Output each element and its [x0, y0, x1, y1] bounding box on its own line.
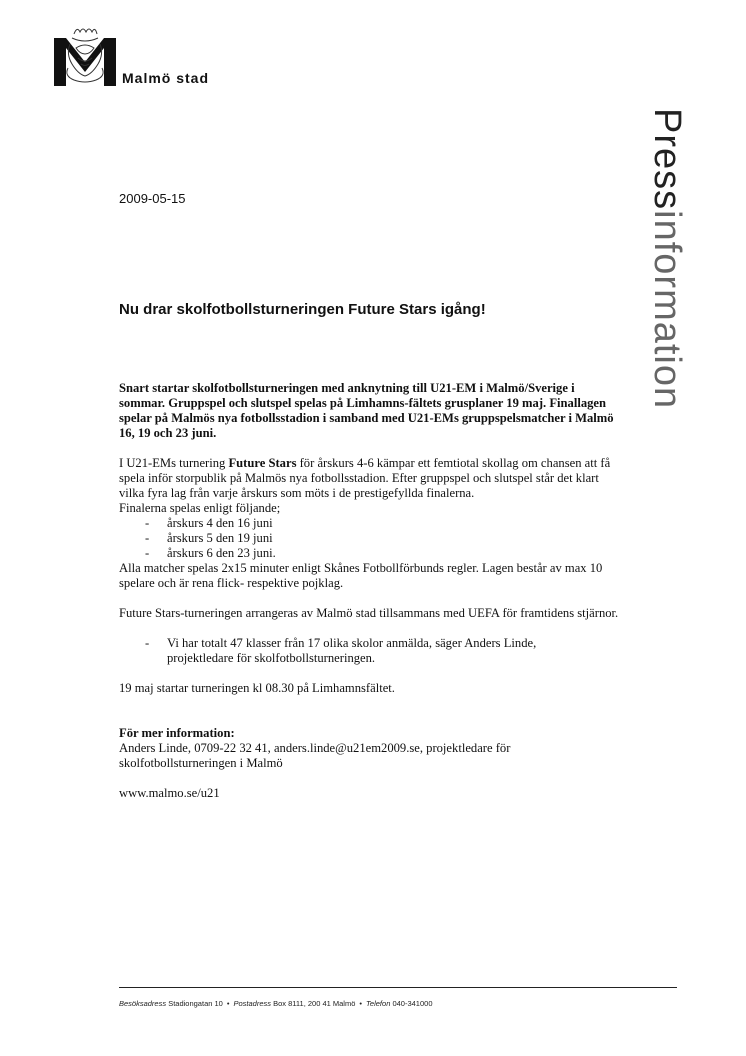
visit-label: Besöksadress — [119, 999, 167, 1008]
phone-value: 040-341000 — [392, 999, 433, 1008]
post-label: Postadress — [233, 999, 272, 1008]
list-item: - årskurs 5 den 19 juni — [119, 531, 619, 546]
article-body — [119, 381, 619, 801]
release-date: 2009-05-15 — [119, 191, 186, 206]
footer-address — [119, 999, 433, 1008]
title-bold-part: Press — [646, 108, 688, 211]
finals-list — [119, 516, 619, 561]
headline: Nu drar skolfotbollsturneringen Future Stars igång! — [119, 301, 486, 318]
separator: • — [359, 999, 363, 1008]
list-item: - årskurs 6 den 23 juni. — [119, 546, 619, 561]
rules-paragraph: Alla matcher spelas 2x15 minuter enligt Skånes Fotbollförbunds regler. Lagen består av max 10 spelare och är rena flick- respektive pojklag. — [119, 561, 603, 590]
lead-paragraph: Snart startar skolfotbollsturneringen med anknytning till U21-EM i Malmö/Sverige i sommar. Gruppspel och slutspel spelas på Limhamns-fältets grusplaner 19 maj. Finallagen spelar på Malmös nya fotbollsstadion i samband med U21-EMs gruppspelsmatcher i Malmö 16, 19 och 23 juni. — [119, 381, 614, 440]
contact-details: Anders Linde, 0709-22 32 41, anders.linde@u21em2009.se, projektledare för skolfotbollsturneringen i Malmö — [119, 741, 511, 770]
contact-heading: För mer information: — [119, 726, 235, 740]
quote-paragraph: - Vi har totalt 47 klasser från 17 olika skolor anmälda, säger Anders Linde, projektledare för skolfotbollsturneringen. — [119, 636, 619, 666]
separator: • — [226, 999, 230, 1008]
website-link[interactable]: www.malmo.se/u21 — [119, 786, 220, 800]
title-light-part: information — [646, 210, 688, 410]
post-value: Box 8111, 200 41 Malmö — [273, 999, 356, 1008]
p1-bold: Future Stars — [228, 456, 297, 470]
p1-before: I U21-EMs turnering — [119, 456, 229, 470]
paragraph-future-stars — [119, 456, 619, 501]
p1-after: för årskurs 4-6 kämpar ett femtiotal skollag om chansen att få spela inför storpublik på Malmös nya fotbollsstadion. Efter gruppspel och slutspel står det klart vilka fyra lag från varje årskurs som möts i de prestigefyllda finalerna. — [119, 456, 611, 500]
footer-divider — [119, 987, 677, 988]
press-information-title — [645, 108, 689, 409]
start-paragraph: 19 maj startar turneringen kl 08.30 på Limhamnsfältet. — [119, 681, 395, 695]
phone-label: Telefon — [366, 999, 391, 1008]
organizer-paragraph: Future Stars-turneringen arrangeras av Malmö stad tillsammans med UEFA för framtidens stjärnor. — [119, 606, 619, 620]
finals-intro: Finalerna spelas enligt följande; — [119, 501, 281, 515]
list-item: - årskurs 4 den 16 juni — [119, 516, 619, 531]
visit-value: Stadiongatan 10 — [168, 999, 223, 1008]
city-coat-of-arms-icon — [54, 24, 116, 86]
org-name: Malmö stad — [122, 70, 210, 86]
